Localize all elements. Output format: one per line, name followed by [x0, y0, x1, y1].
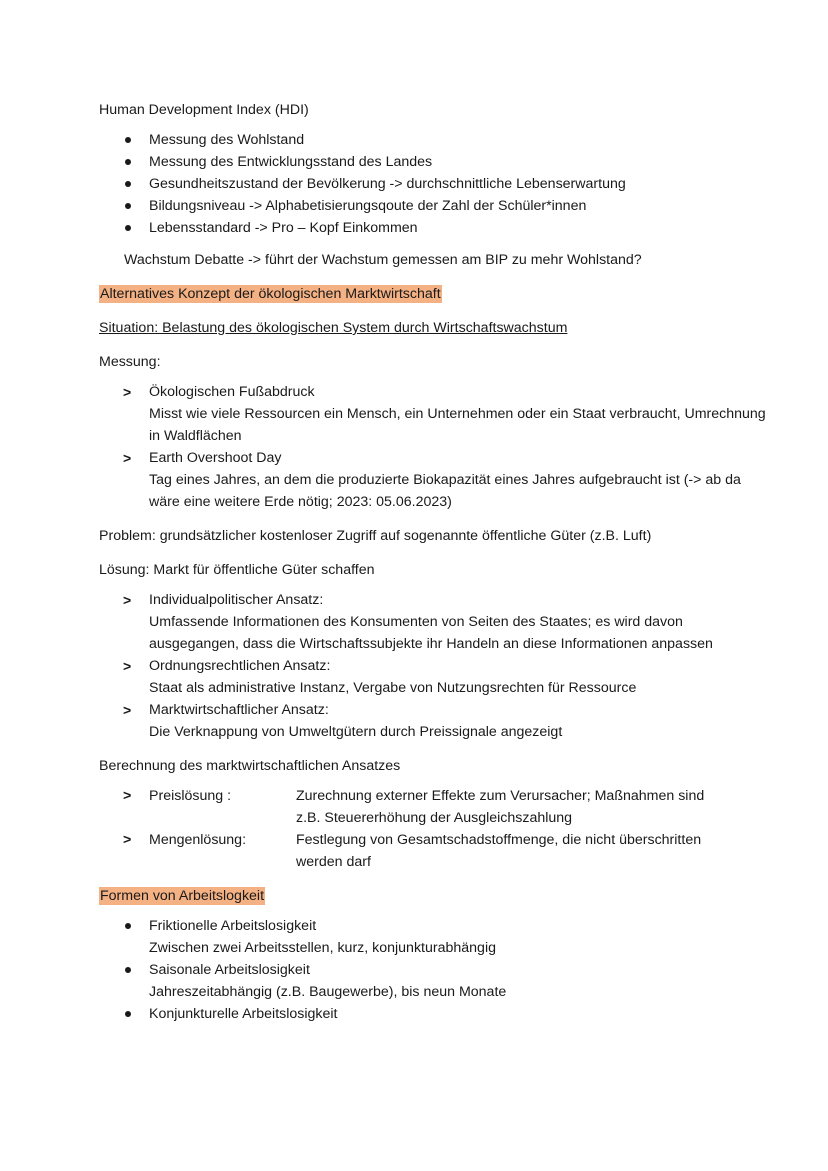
arrow-bullet-icon: >	[123, 702, 132, 718]
list-item: Messung des Wohlstand	[149, 132, 305, 148]
solution-text: Lösung: Markt für öffentliche Güter schaffen	[99, 562, 375, 578]
list-item: Konjunkturelle Arbeitslosigkeit	[149, 1006, 338, 1022]
list-item: > Individualpolitischer Ansatz: Umfassende Informationen des Konsumenten von Seiten des Staates; es wird davon ausgegangen, dass die Wirtschaftssubjekte ihr Handeln an diese Informationen anpassen	[99, 589, 768, 655]
arrow-bullet-icon: >	[123, 658, 132, 674]
hdi-title: Human Development Index (HDI)	[99, 102, 309, 118]
measure-list	[99, 381, 768, 513]
growth-debate: Wachstum Debatte -> führt der Wachstum gemessen am BIP zu mehr Wohlstand?	[124, 252, 642, 268]
list-item: Lebensstandard -> Pro – Kopf Einkommen	[149, 220, 418, 236]
list-item: > Earth Overshoot Day Tag eines Jahres, an dem die produzierte Biokapazität eines Jahres aufgebraucht ist (-> ab da wäre eine weitere Erde nötig; 2023: 05.06.2023)	[99, 447, 768, 513]
list-item: > Ordnungsrechtlichen Ansatz: Staat als administrative Instanz, Vergabe von Nutzungsrechten für Ressource	[99, 655, 768, 699]
arrow-bullet-icon: >	[123, 384, 132, 400]
calc-label: Berechnung des marktwirtschaftlichen Ansatzes	[99, 758, 401, 774]
list-item: Bildungsniveau -> Alphabetisierungsqoute der Zahl der Schüler*innen	[149, 198, 587, 214]
list-item: > Ökologischen Fußabdruck Misst wie viele Ressourcen ein Mensch, ein Unternehmen oder ein Staat verbraucht, Umrechnung in Waldflächen	[99, 381, 768, 447]
calc-row-price: > Preislösung : Zurechnung externer Effekte zum Verursacher; Maßnahmen sind z.B. Steuererhöhung der Ausgleichszahlung	[99, 785, 768, 829]
measure-label: Messung:	[99, 354, 161, 370]
list-item: Friktionelle Arbeitslosigkeit Zwischen zwei Arbeitsstellen, kurz, konjunkturabhängig	[149, 918, 496, 956]
calc-row-quantity: > Mengenlösung: Festlegung von Gesamtschadstoffmenge, die nicht überschritten werden darf	[99, 829, 768, 873]
list-item: Saisonale Arbeitslosigkeit Jahreszeitabhängig (z.B. Baugewerbe), bis neun Monate	[149, 962, 507, 1000]
hdi-list	[99, 129, 768, 239]
arrow-bullet-icon: >	[123, 832, 132, 848]
list-item: Gesundheitszustand der Bevölkerung -> durchschnittliche Lebenserwartung	[149, 176, 626, 192]
arrow-bullet-icon: >	[123, 450, 132, 466]
problem-text: Problem: grundsätzlicher kostenloser Zugriff auf sogenannte öffentliche Güter (z.B. Luft)	[99, 528, 652, 544]
section-heading-eco: Alternatives Konzept der ökologischen Marktwirtschaft	[100, 286, 441, 302]
list-item: Messung des Entwicklungsstand des Landes	[149, 154, 433, 170]
list-item: > Marktwirtschaftlicher Ansatz: Die Verknappung von Umweltgütern durch Preissignale angezeigt	[99, 699, 768, 743]
situation-text: Situation: Belastung des ökologischen System durch Wirtschaftswachstum	[99, 320, 568, 336]
section-heading-unemployment: Formen von Arbeitslogkeit	[100, 888, 265, 904]
arrow-bullet-icon: >	[123, 592, 132, 608]
approach-list	[99, 589, 768, 743]
unemployment-list	[99, 915, 768, 1025]
arrow-bullet-icon: >	[123, 788, 132, 804]
